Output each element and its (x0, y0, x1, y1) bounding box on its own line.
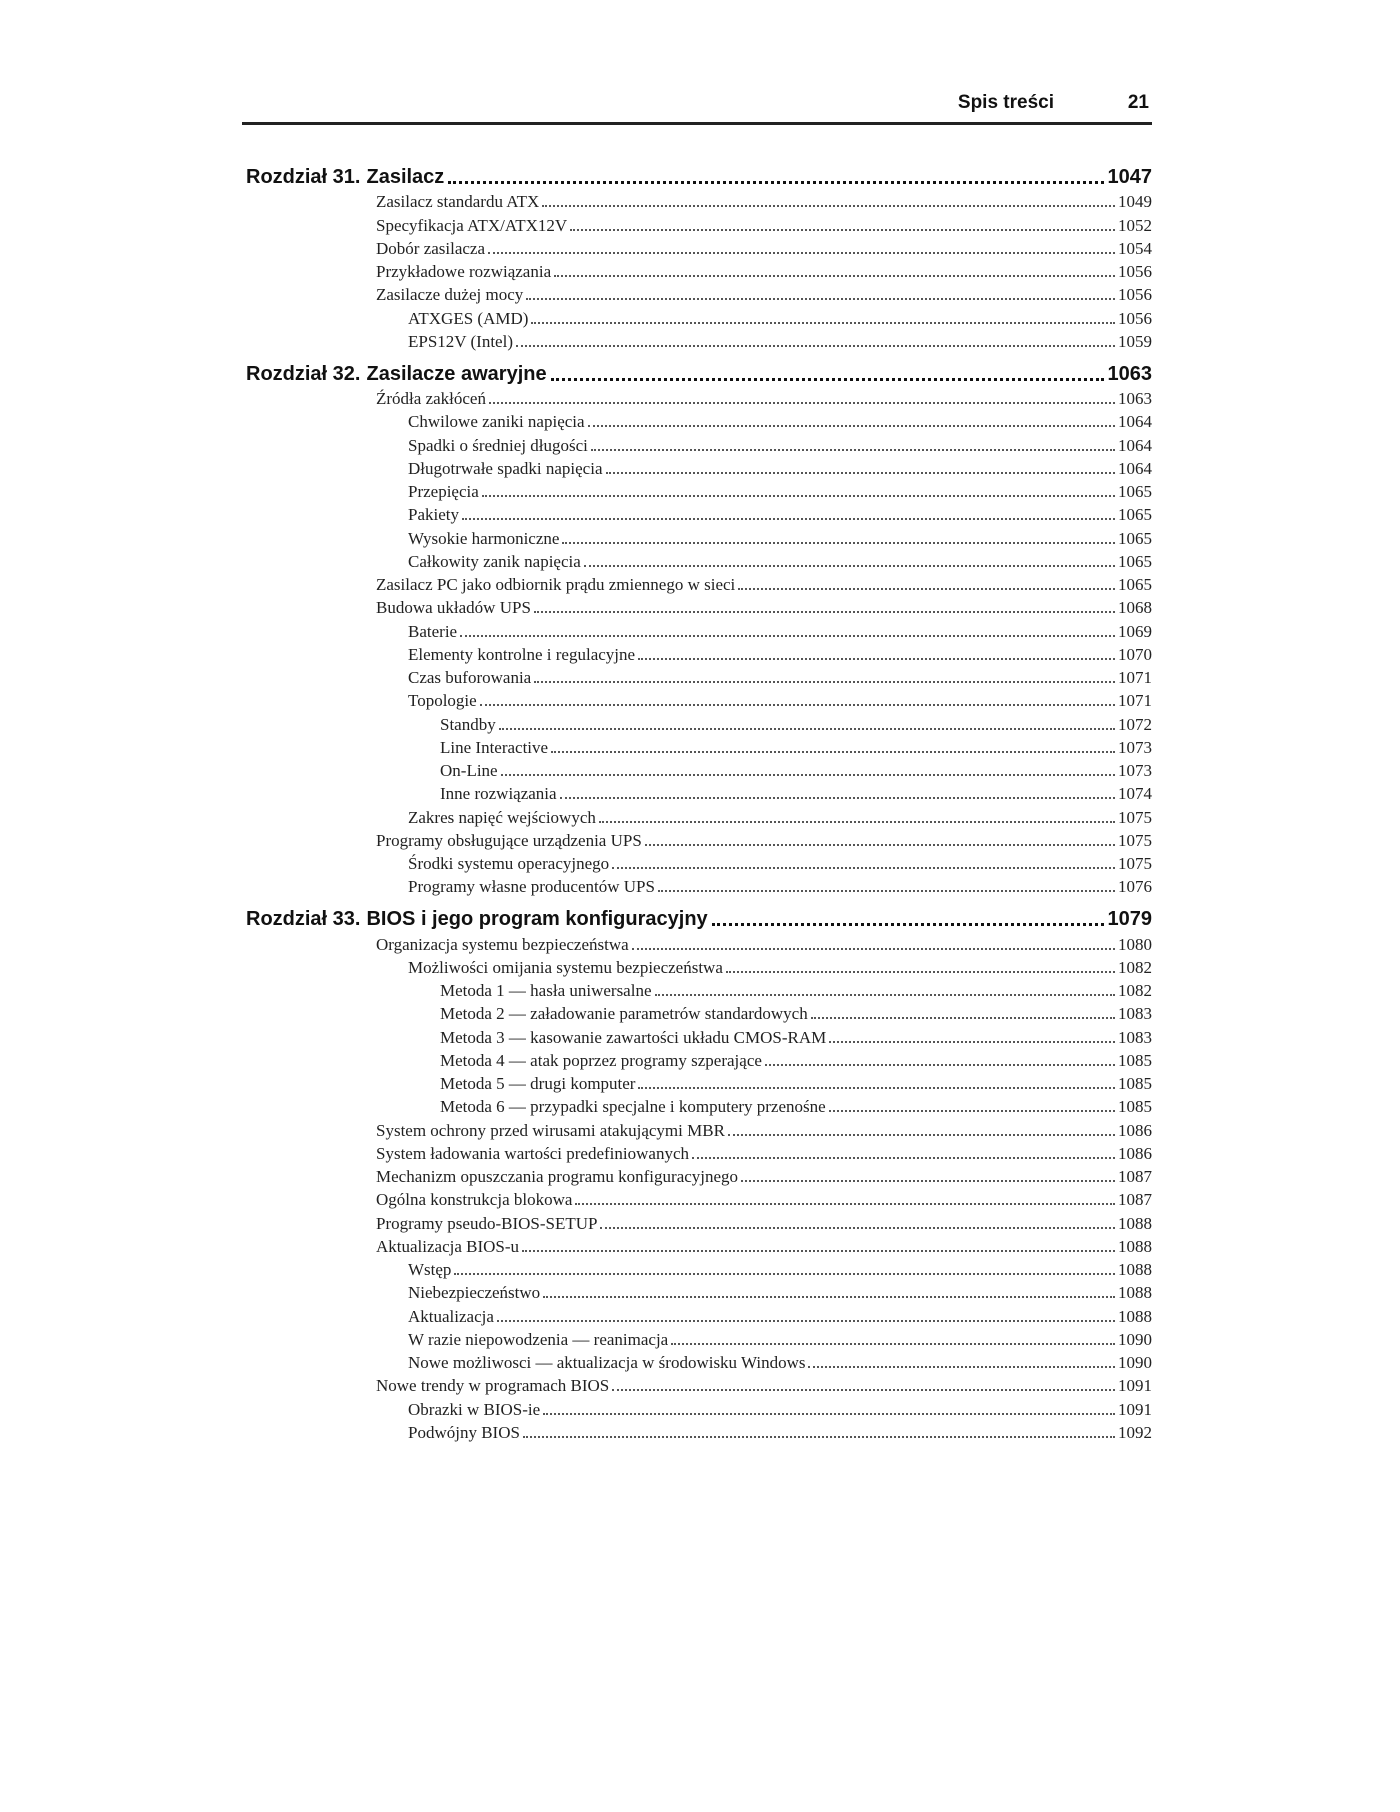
toc-entry-page-number: 1056 (1118, 285, 1152, 305)
toc-entry-page-number: 1065 (1118, 505, 1152, 525)
toc-entry (246, 595, 1152, 618)
toc-entry-page-number: 1092 (1118, 1422, 1152, 1442)
toc-entry (246, 1303, 1152, 1326)
toc-entry (246, 572, 1152, 595)
dot-leader (551, 378, 1104, 381)
toc-entry-title: Całkowity zanik napięcia (408, 551, 581, 571)
toc-entry (246, 711, 1152, 734)
dot-leader (645, 844, 1115, 846)
toc-entry (246, 781, 1152, 804)
toc-entry-page-number: 1052 (1118, 215, 1152, 235)
toc-entry (246, 1024, 1152, 1047)
dot-leader (606, 472, 1116, 474)
toc-entry-title: Zasilacz standardu ATX (376, 192, 540, 212)
dot-leader (612, 867, 1115, 869)
toc-entry-title: Nowe trendy w programach BIOS (376, 1376, 610, 1396)
chapter-title: Zasilacze awaryjne (366, 362, 547, 385)
toc-entry-title: Elementy kontrolne i regulacyjne (408, 644, 636, 664)
toc-entry (246, 955, 1152, 978)
toc-entry-title: Podwójny BIOS (408, 1422, 520, 1442)
dot-leader (738, 588, 1115, 590)
toc-entry-title: Pakiety (408, 505, 459, 525)
chapter-number: Rozdział 33. (246, 908, 361, 931)
toc-entry-page-number: 1088 (1118, 1283, 1152, 1303)
toc-entry (246, 1373, 1152, 1396)
toc-entry-page-number: 1065 (1118, 575, 1152, 594)
dot-leader (584, 565, 1115, 567)
toc-entry (246, 665, 1152, 688)
dot-leader (531, 322, 1115, 324)
toc-entry-page-number: 1080 (1118, 934, 1152, 954)
toc-entry-title: Środki systemu operacyjnego (408, 854, 610, 873)
toc-entry-title: Niebezpieczeństwo (408, 1283, 541, 1303)
dot-leader (632, 948, 1115, 950)
toc-entry (246, 189, 1152, 212)
toc-entry-title: Line Interactive (440, 737, 549, 757)
dot-leader (570, 229, 1115, 231)
toc-entry-page-number: 1054 (1118, 238, 1152, 258)
dot-leader (526, 298, 1115, 300)
toc-entry (246, 479, 1152, 502)
toc-entry-page-number: 1086 (1118, 1120, 1152, 1140)
dot-leader (765, 1064, 1115, 1066)
toc-entry (246, 1187, 1152, 1210)
toc-entry-title: Ogólna konstrukcja blokowa (376, 1190, 573, 1210)
dot-leader (499, 728, 1115, 730)
toc-entry (246, 978, 1152, 1001)
toc-entry-title: Mechanizm opuszczania programu konfiguracyjnego (376, 1167, 739, 1186)
dot-leader (829, 1041, 1115, 1043)
toc-entry-title: Przepięcia (408, 482, 479, 501)
toc-entry-title: Programy własne producentów UPS (408, 877, 655, 897)
toc-entry (246, 525, 1152, 548)
toc-entry-title: System ochrony przed wirusami atakującymi MBR (376, 1120, 725, 1140)
dot-leader (655, 994, 1116, 996)
toc-entry-title: Czas buforowania (408, 668, 532, 687)
dot-leader (811, 1017, 1115, 1019)
toc-entry-page-number: 1087 (1118, 1167, 1152, 1186)
toc-entry (246, 1071, 1152, 1094)
toc-entry (246, 1396, 1152, 1419)
toc-entry-title: Dobór zasilacza (376, 238, 486, 258)
dot-leader (600, 1227, 1115, 1229)
toc-entry (246, 1234, 1152, 1257)
toc-entry-title: Inne rozwiązania (440, 784, 557, 804)
toc-entry (246, 1048, 1152, 1071)
toc-entry (246, 1257, 1152, 1280)
toc-entry-page-number: 1065 (1118, 551, 1152, 571)
toc-entry (246, 456, 1152, 479)
dot-leader (448, 181, 1103, 184)
toc-entry-page-number: 1088 (1118, 1306, 1152, 1326)
dot-leader (588, 425, 1115, 427)
chapter-heading (246, 360, 1152, 386)
dot-leader (741, 1180, 1115, 1182)
toc-entry-title: Chwilowe zaniki napięcia (408, 412, 585, 432)
toc-entry-title: Baterie (408, 621, 458, 641)
toc-entry-page-number: 1073 (1118, 737, 1152, 757)
dot-leader (829, 1110, 1115, 1112)
toc-entry (246, 828, 1152, 851)
dot-leader (726, 971, 1115, 973)
dot-leader (454, 1273, 1115, 1275)
toc-entry-title: W razie niepowodzenia — reanimacja (408, 1329, 669, 1349)
dot-leader (575, 1203, 1115, 1205)
toc-entry-page-number: 1073 (1118, 761, 1152, 780)
toc-entry-title: Źródła zakłóceń (376, 389, 486, 408)
toc-entry-title: Obrazki w BIOS-ie (408, 1399, 541, 1419)
toc-entry-title: Spadki o średniej długości (408, 435, 588, 455)
toc-entry-page-number: 1071 (1118, 691, 1152, 711)
toc-entry-title: Metoda 1 — hasła uniwersalne (440, 981, 652, 1000)
dot-leader (808, 1366, 1115, 1368)
toc-entry-page-number: 1056 (1118, 308, 1152, 328)
toc-entry-title: Zasilacz PC jako odbiornik prądu zmiennego w sieci (376, 575, 736, 594)
toc-entry-title: Metoda 6 — przypadki specjalne i komputery przenośne (440, 1097, 826, 1117)
dot-leader (489, 402, 1115, 404)
toc-entry-title: ATXGES (AMD) (408, 308, 529, 328)
toc-entry-page-number: 1076 (1118, 877, 1152, 897)
toc-entry-page-number: 1088 (1118, 1213, 1152, 1233)
toc-entry-title: Aktualizacja BIOS-u (376, 1236, 520, 1256)
chapter-title: Zasilacz (366, 166, 445, 188)
dot-leader (712, 923, 1104, 926)
chapter-heading (246, 163, 1152, 189)
toc-entry-page-number: 1090 (1118, 1353, 1152, 1372)
toc-entry (246, 1210, 1152, 1233)
dot-leader (522, 1250, 1115, 1252)
dot-leader (497, 1320, 1115, 1322)
chapter-title: BIOS i jego program konfiguracyjny (366, 908, 708, 931)
toc-entry-page-number: 1071 (1118, 668, 1152, 687)
dot-leader (516, 345, 1115, 347)
toc-entry-page-number: 1082 (1118, 981, 1152, 1000)
toc-entry-page-number: 1088 (1118, 1236, 1152, 1256)
toc-entry (246, 804, 1152, 827)
toc-entry-page-number: 1070 (1118, 644, 1152, 664)
toc-entry-title: System ładowania wartości predefiniowanych (376, 1143, 689, 1163)
dot-leader (638, 1087, 1115, 1089)
toc-entry-title: Metoda 4 — atak poprzez programy szperające (440, 1050, 762, 1070)
toc-entry-page-number: 1083 (1118, 1027, 1152, 1047)
dot-leader (543, 1296, 1115, 1298)
toc-entry-page-number: 1088 (1118, 1260, 1152, 1279)
toc-entry-page-number: 1087 (1118, 1190, 1152, 1210)
toc-entry-title: Programy obsługujące urządzenia UPS (376, 830, 642, 850)
toc-entry-page-number: 1056 (1118, 262, 1152, 281)
dot-leader (562, 542, 1115, 544)
toc-entry-page-number: 1085 (1118, 1097, 1152, 1117)
dot-leader (460, 635, 1115, 637)
chapter-page-number: 1063 (1107, 362, 1152, 385)
dot-leader (534, 611, 1115, 613)
dot-leader (501, 774, 1115, 776)
toc-entry-title: Aktualizacja (408, 1306, 494, 1326)
toc-entry-title: Topologie (408, 691, 477, 711)
toc-entry (246, 618, 1152, 641)
dot-leader (671, 1343, 1115, 1345)
toc-entry-page-number: 1091 (1118, 1376, 1152, 1396)
toc-entry (246, 1350, 1152, 1373)
toc-entry (246, 758, 1152, 781)
toc-entry-page-number: 1086 (1118, 1143, 1152, 1163)
toc-entry (246, 1327, 1152, 1350)
toc-entry (246, 1141, 1152, 1164)
toc-entry (246, 259, 1152, 282)
dot-leader (658, 890, 1115, 892)
toc-entry-title: Programy pseudo-BIOS-SETUP (376, 1213, 598, 1233)
dot-leader (488, 252, 1115, 254)
toc-entry-title: EPS12V (Intel) (408, 331, 513, 351)
toc-entry-title: Specyfikacja ATX/ATX12V (376, 215, 568, 235)
toc-entry-title: Zasilacze dużej mocy (376, 285, 524, 305)
chapter-number: Rozdział 31. (246, 166, 361, 188)
toc-entry-title: Wysokie harmoniczne (408, 528, 560, 548)
toc-entry-page-number: 1085 (1118, 1050, 1152, 1070)
toc-entry (246, 688, 1152, 711)
dot-leader (482, 495, 1115, 497)
toc-entry-page-number: 1064 (1118, 412, 1152, 432)
toc-entry (246, 386, 1152, 409)
running-header (242, 88, 1152, 125)
toc-entry-page-number: 1065 (1118, 482, 1152, 501)
toc-entry-title: Zakres napięć wejściowych (408, 807, 596, 827)
dot-leader (591, 449, 1115, 451)
toc-entry-title: On-Line (440, 761, 498, 780)
toc-entry-page-number: 1064 (1118, 435, 1152, 455)
toc-entry-title: Przykładowe rozwiązania (376, 262, 552, 281)
toc-entry-page-number: 1083 (1118, 1004, 1152, 1024)
running-header-page-number: 21 (1127, 92, 1149, 113)
dot-leader (612, 1389, 1115, 1391)
toc-entry (246, 1280, 1152, 1303)
dot-leader (534, 681, 1115, 683)
dot-leader (543, 1413, 1115, 1415)
dot-leader (728, 1134, 1115, 1136)
toc-entry-page-number: 1082 (1118, 957, 1152, 977)
toc-entry-title: Nowe możliwosci — aktualizacja w środowisku Windows (408, 1353, 806, 1372)
toc-entry (246, 305, 1152, 328)
toc-entry (246, 432, 1152, 455)
toc-entry (246, 282, 1152, 305)
toc-entry (246, 236, 1152, 259)
toc-entry-page-number: 1049 (1118, 192, 1152, 212)
toc-entry-page-number: 1075 (1118, 830, 1152, 850)
toc-entry-page-number: 1090 (1118, 1329, 1152, 1349)
toc-entry (246, 1117, 1152, 1140)
toc-entry (246, 549, 1152, 572)
toc-entry (246, 735, 1152, 758)
dot-leader (554, 275, 1115, 277)
toc-entry-page-number: 1059 (1118, 331, 1152, 351)
chapter-heading (246, 905, 1152, 931)
chapter-page-number: 1079 (1107, 908, 1152, 931)
table-of-contents (246, 163, 1152, 1443)
toc-entry-page-number: 1064 (1118, 458, 1152, 478)
toc-entry-page-number: 1063 (1118, 389, 1152, 408)
running-header-title: Spis treści (957, 92, 1054, 113)
toc-entry-title: Metoda 5 — drugi komputer (440, 1074, 636, 1093)
toc-entry-title: Organizacja systemu bezpieczeństwa (376, 934, 629, 954)
toc-entry (246, 1420, 1152, 1443)
toc-entry-page-number: 1091 (1118, 1399, 1152, 1419)
toc-entry (246, 502, 1152, 525)
dot-leader (599, 821, 1115, 823)
toc-entry-page-number: 1075 (1118, 807, 1152, 827)
toc-entry-title: Standby (440, 714, 496, 734)
toc-entry-page-number: 1065 (1118, 528, 1152, 548)
toc-entry-page-number: 1068 (1118, 598, 1152, 618)
toc-entry (246, 874, 1152, 897)
toc-entry-page-number: 1075 (1118, 854, 1152, 873)
toc-entry (246, 642, 1152, 665)
dot-leader (560, 797, 1115, 799)
toc-entry (246, 1094, 1152, 1117)
toc-entry (246, 1164, 1152, 1187)
chapter-page-number: 1047 (1107, 166, 1152, 188)
dot-leader (480, 704, 1115, 706)
toc-entry-title: Wstęp (408, 1260, 452, 1279)
toc-entry-title: Metoda 2 — załadowanie parametrów standardowych (440, 1004, 808, 1024)
toc-entry (246, 851, 1152, 874)
toc-entry-title: Możliwości omijania systemu bezpieczeństwa (408, 957, 723, 977)
dot-leader (638, 658, 1115, 660)
chapter-number: Rozdział 32. (246, 362, 361, 385)
toc-entry (246, 409, 1152, 432)
toc-entry (246, 329, 1152, 352)
dot-leader (542, 205, 1115, 207)
toc-entry-page-number: 1072 (1118, 714, 1152, 734)
toc-entry-page-number: 1074 (1118, 784, 1152, 804)
toc-entry (246, 931, 1152, 954)
dot-leader (523, 1436, 1115, 1438)
toc-entry (246, 212, 1152, 235)
toc-entry (246, 1001, 1152, 1024)
toc-entry-page-number: 1085 (1118, 1074, 1152, 1093)
toc-entry-title: Metoda 3 — kasowanie zawartości układu CMOS-RAM (440, 1027, 827, 1047)
toc-entry-title: Długotrwałe spadki napięcia (408, 458, 603, 478)
dot-leader (551, 751, 1115, 753)
dot-leader (462, 518, 1115, 520)
toc-entry-page-number: 1069 (1118, 621, 1152, 641)
toc-entry-title: Budowa układów UPS (376, 598, 531, 618)
dot-leader (692, 1157, 1115, 1159)
